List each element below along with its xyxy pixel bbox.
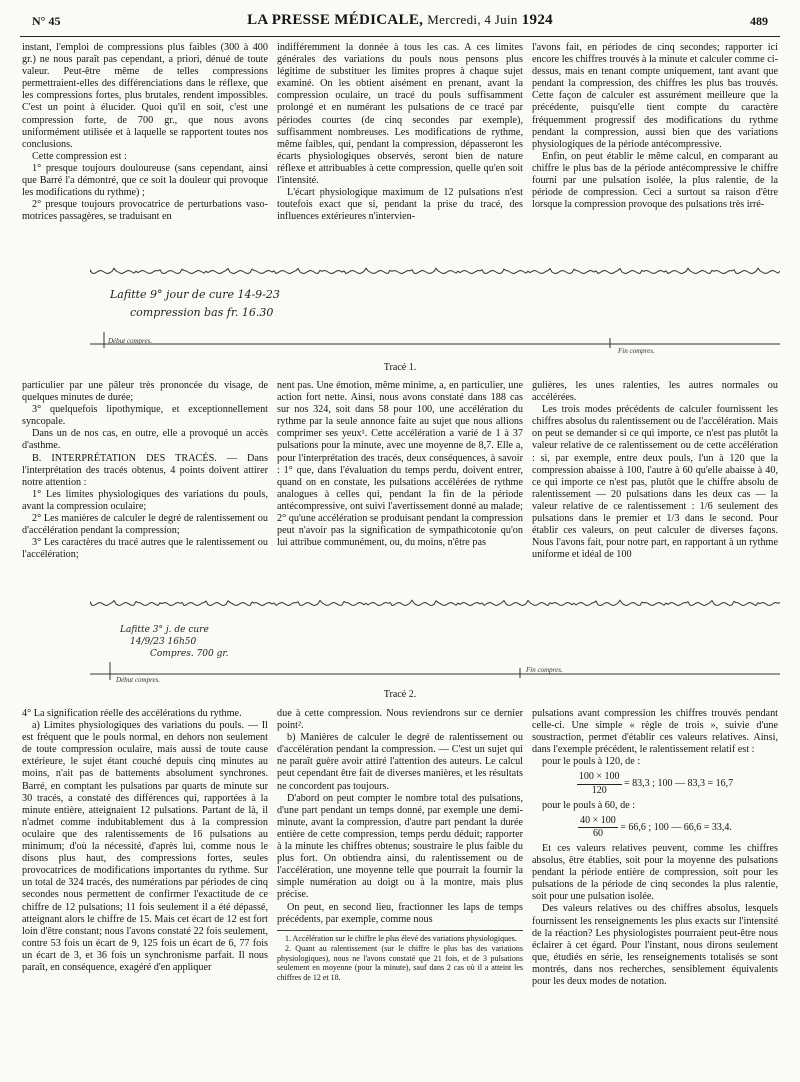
paragraph: pour le pouls à 60, de : (542, 799, 636, 811)
trace-1-caption: Tracé 1. (383, 362, 417, 373)
paragraph: instant, l'emploi de compressions plus faibles (300 à 400 gr.) ne nous paraît pas cependant, a priori, dénué de toute valeur. Peut-être même de telles compressions permettraient-elles des différenciations dans le réflexe, que les compressions fortes, plus brutales, rendent impossibles. C'est un point à élucider. Quoi qu'il en soit, c'est une compression forte, de 700 gr., que nous avons uniformément utilisée et à laquelle se rapportent toutes nos conclusions. (22, 42, 268, 150)
header-rule (20, 36, 780, 37)
bottom-column-2 (277, 708, 523, 1074)
paragraph: particulier par une pâleur très prononcée du visage, de quelques minutes de durée; (22, 380, 268, 404)
formula-1 (532, 771, 778, 796)
issue-number: N° 45 (32, 14, 61, 28)
trace-2-note (119, 625, 229, 659)
trace-2-pulse-line (90, 600, 780, 605)
trace-2-note-line-1: Lafitte 3° j. de cure (120, 625, 209, 635)
paragraph: indifféremment la donnée à tous les cas. A ces limites générales des variations du pouls nous pensons plus légitime de substituer les limites propres à chaque sujet examiné. On les obtient aisément en prenant, avant la compression oculaire, un tracé du pouls suffisamment prolongé et en numérant les pulsations de ce tracé par périodes courtes (de cinq secondes par exemple), suffisamment nombreuses. Les modifications de rythme, même faibles, qui, pendant la compression, dépasseront les écarts physiologiques observés, seront bien de nature réflexe et attribuables à cette compression, quelle qu'en soit l'intensité. (277, 42, 523, 187)
top-column-1 (22, 42, 268, 260)
issue-date: Mercredi, 4 Juin (427, 12, 518, 27)
paragraph: 2° Les manières de calculer le degré de ralentissement ou d'accélération pendant la compression; (22, 513, 268, 537)
middle-column-2 (277, 380, 523, 586)
paragraph: Enfin, on peut établir le même calcul, en comparant au chiffre le plus bas de la période antécompressive le chiffre fourni par une pulsation isolée, la plus ralentie, de la période de compression. Ceci a surtout sa raison d'être lorsque la compression provoque des pulsations très irré- (532, 150, 778, 211)
formula-1-denominator: 120 (591, 784, 607, 796)
paragraph: L'écart physiologique maximum de 12 pulsations n'est toutefois exact que si, pendant la prise du tracé, des influences extérieures n'intervien- (277, 187, 523, 223)
trace-2-graph (90, 588, 780, 684)
paragraph: 4° La signification réelle des accélérations du rythme. (22, 708, 242, 719)
trace-1-pulse-line (90, 268, 780, 273)
paragraph: Des valeurs relatives ou des chiffres absolus, lesquels fournissent les renseignements les plus exacts sur l'intensité de la réaction? Les physiologistes pourraient peut-être nous éclairer à cet égard. Pour l'instant, nous dirons seulement que, étudiés en série, les renseignements totalisés se sont montrés, dans nos recherches, sensiblement équivalents pour les deux modes de notation. (532, 903, 778, 987)
paragraph: On peut, en second lieu, fractionner les laps de temps précédents, par exemple, comme nous (277, 901, 523, 925)
footnote: 1. Accélération sur le chiffre le plus élevé des variations physiologiques. (285, 933, 517, 943)
paragraph: nent pas. Une émotion, même minime, a, en particulier, une action fort nette. Ainsi, nous avons constaté dans 188 cas sur nos 324, soit dans 58 pour 100, une accélération du rythme par la seule annonce faite au sujet que nous allions comprimer ses yeux¹. Cette accélération a varié de 1 à 37 pulsations pour la minute, avec une moyenne de 8,7. Elle a, pour l'interprétation des tracés, deux conséquences, à savoir : 1° que, dans l'évaluation du temps perdu, doivent entrer, quand on en constate, les pulsations accélérées de rythme analogues à celles qui, pendant la fin de la période antécompressive, ont suivi l'avertissement donné au malade; 2° qu'une accélération se produisant pendant la compression peut n'avoir pas la signification de sympathicotonie qu'on lui attribue communément, ou, du moins, n'être pas (277, 380, 523, 549)
trace-1-figure (90, 262, 780, 360)
formula-2 (532, 815, 778, 840)
journal-title (20, 12, 780, 29)
trace-2-note-line-3: Compres. 700 gr. (150, 649, 229, 659)
footnote: 2. Quant au ralentissement (sur le chiffre le plus bas des variations physiologiques), nous ne l'avons constaté que 21 fois, et de 3 pulsations seulement en moyenne (pour la minute), sauf dans 2 cas où il a atteint les chiffres de 12 et 18. (277, 944, 523, 982)
paragraph: b) Manières de calculer le degré de ralentissement ou d'accélération pendant la compression. — C'est un sujet qui ne paraît guère avoir attiré l'attention des auteurs. Le calcul peut cependant être fait de diverses manières, et les résultats ne concordent pas toujours. (277, 732, 523, 792)
page-header (20, 12, 780, 32)
paragraph: due à cette compression. Nous reviendrons sur ce dernier point². (277, 708, 523, 732)
formula-2-numerator: 40 × 100 (578, 815, 618, 828)
paragraph: B. INTERPRÉTATION DES TRACÉS. — Dans l'interprétation des tracés obtenus, 4 points doivent attirer notre attention : (22, 452, 268, 488)
trace-1-graph (90, 262, 780, 360)
paragraph: 1° Les limites physiologiques des variations du pouls, avant la compression oculaire; (22, 488, 268, 512)
paragraph: 1° presque toujours douloureuse (sans cependant, ainsi que Barré l'a démontré, que ce soit la douleur qui provoque les modifications du rythme) ; (22, 162, 268, 199)
paragraph: a) Limites physiologiques des variations du pouls. — Il est fréquent que le pouls normal, en dehors non seulement de toute compression oculaire, mais aussi de toute cause extérieure, le sujet étant couché depuis cinq minutes au moins, n'ait pas de battements absolument synchrones. Barré, en comptant les pulsations par quarts de minute sur 30 tracés, a constaté des différences qui, rapportées à la minute entière, atteignaient 12 pulsations. Partant de là, il n'admet comme indubitablement dus à la compression oculaire que des ralentissements de 16 pulsations au minimum; d'où la nécessité, d'après lui, comme nous le disons plus haut, des compressions fortes, seules provocatrices de modifications importantes du rythme. Sur un total de 324 tracés, des numérations par périodes de cinq secondes nous permettent de confirmer l'exactitude de ce chiffre de 12 pulsations; 11 fois seulement il a été dépassé, atteignant alors le chiffre de 15. Mais cet écart de 12 est fort loin d'être constant; nous l'avons constaté 22 fois seulement, contre 53 fois un écart de 9, 125 fois un écart de 6, 77 fois un écart de 3, et 36 fois un synchronisme parfait. Il nous paraît, en conséquence, exagéré d'en appliquer (22, 720, 268, 973)
trace-1-note-line-1: Lafitte 9° jour de cure 14-9-23 (110, 288, 280, 301)
trace-1-note (109, 288, 280, 319)
trace-2-end-label: Fin compres. (526, 666, 563, 674)
trace-2-note-line-2: 14/9/23 16h50 (130, 637, 197, 647)
middle-column-3 (532, 380, 778, 586)
issue-year: 1924 (521, 12, 553, 28)
top-column-3 (532, 42, 778, 260)
paragraph: pour le pouls à 120, de : (542, 756, 641, 768)
paragraph: Les trois modes précédents de calculer fournissent les chiffres absolus du ralentissement ou de l'accélération. Mais on peut se demander si ce qui importe, ce n'est pas plutôt la valeur relative de ce ralentissement ou de cette accélération : si, par exemple, entre deux pouls, l'un à 120 que la compression abaisse à 100, l'autre à 60 qu'elle abaisse à 40, ce qui importe ce n'est pas, plutôt que le chiffre absolu de ralentissement — 20 pulsations dans les deux cas — la valeur relative de ce ralentissement : 1/6 seulement des pulsations dans le premier et 1/3 dans le second. Pour établir ces valeurs, on peut calculer de diverses façons. Nous l'avons fait, pour notre part, en rapportant à un rythme uniforme et idéal de 100 (532, 404, 778, 561)
bottom-column-1 (22, 708, 268, 1074)
paragraph: Cette compression est : (32, 150, 127, 162)
formula-1-numerator: 100 × 100 (577, 771, 622, 784)
trace-2-figure (90, 588, 780, 684)
journal-name: LA PRESSE MÉDICALE, (247, 12, 424, 28)
middle-column-1 (22, 380, 268, 586)
paragraph: Dans un de nos cas, en outre, elle a provoqué un accès d'asthme. (22, 428, 268, 452)
paragraph: 3° quelquefois lipothymique, et exceptionnellement syncopale. (22, 404, 268, 428)
paragraph: gulières, les unes ralenties, les autres normales ou accélérées. (532, 380, 778, 404)
bottom-column-3 (532, 708, 778, 1074)
paragraph: l'avons fait, en périodes de cinq secondes; rapporter ici encore les chiffres trouvés à la minute et calculer comme ci-dessus, mais en tenant compte uniquement, tant avant que pendant la compression, des chiffres les plus bas trouvés. Cette façon de calculer est assurément meilleure que la précédente, puisqu'elle tient compte du caractère fréquemment progressif des modifications du rythme pendant la compression, aussi bien que des variations physiologiques de la période antécompressive. (532, 42, 778, 150)
paragraph: pulsations avant compression les chiffres trouvés pendant celle-ci. Une simple « règle de trois », suivie d'une soustraction, permet d'établir ces valeurs relatives. Ainsi, dans l'exemple précédent, le ralentissement relatif est : (532, 708, 778, 756)
formula-2-denominator: 60 (592, 827, 603, 839)
paragraph: 2° presque toujours provocatrice de perturbations vaso-motrices passagères, se traduisant en (22, 199, 268, 223)
trace-1-end-label: Fin compres. (618, 347, 655, 355)
trace-2-start-label: Début compres. (116, 676, 161, 684)
paragraph: Et ces valeurs relatives peuvent, comme les chiffres absolus, être établies, soit pour la moyenne des pulsations pendant la période entière de compression, soit pour les pulsations de la période de cinq secondes la plus ralentie, soit pour une pulsation isolée. (532, 842, 778, 903)
footnotes (277, 930, 523, 983)
formula-1-result: = 83,3 ; 100 — 83,3 = 16,7 (624, 778, 734, 790)
trace-1-note-line-2: compression bas fr. 16.30 (130, 306, 274, 319)
paragraph: D'abord on peut compter le nombre total des pulsations, d'une part pendant un temps donné, par exemple une demi-minute, avant la compression, d'autre part pendant la durée entière de cette compression, temps perdu déduit; rapporter à la minute les chiffres obtenus; soustraire le plus faible du plus fort. On obtiendra ainsi, du ralentissement ou de l'accélération, une moyenne telle que pourrait la fournir la simple numération au doigt ou à la montre, mais plus précise. (277, 792, 523, 901)
trace-2-caption: Tracé 2. (383, 689, 417, 700)
formula-2-result: = 66,6 ; 100 — 66,6 = 33,4. (620, 821, 732, 833)
paragraph: 3° Les caractères du tracé autres que le ralentissement ou l'accélération; (22, 537, 268, 561)
trace-1-start-label: Début compres. (108, 337, 153, 345)
page-number: 489 (750, 14, 768, 28)
top-column-2 (277, 42, 523, 260)
